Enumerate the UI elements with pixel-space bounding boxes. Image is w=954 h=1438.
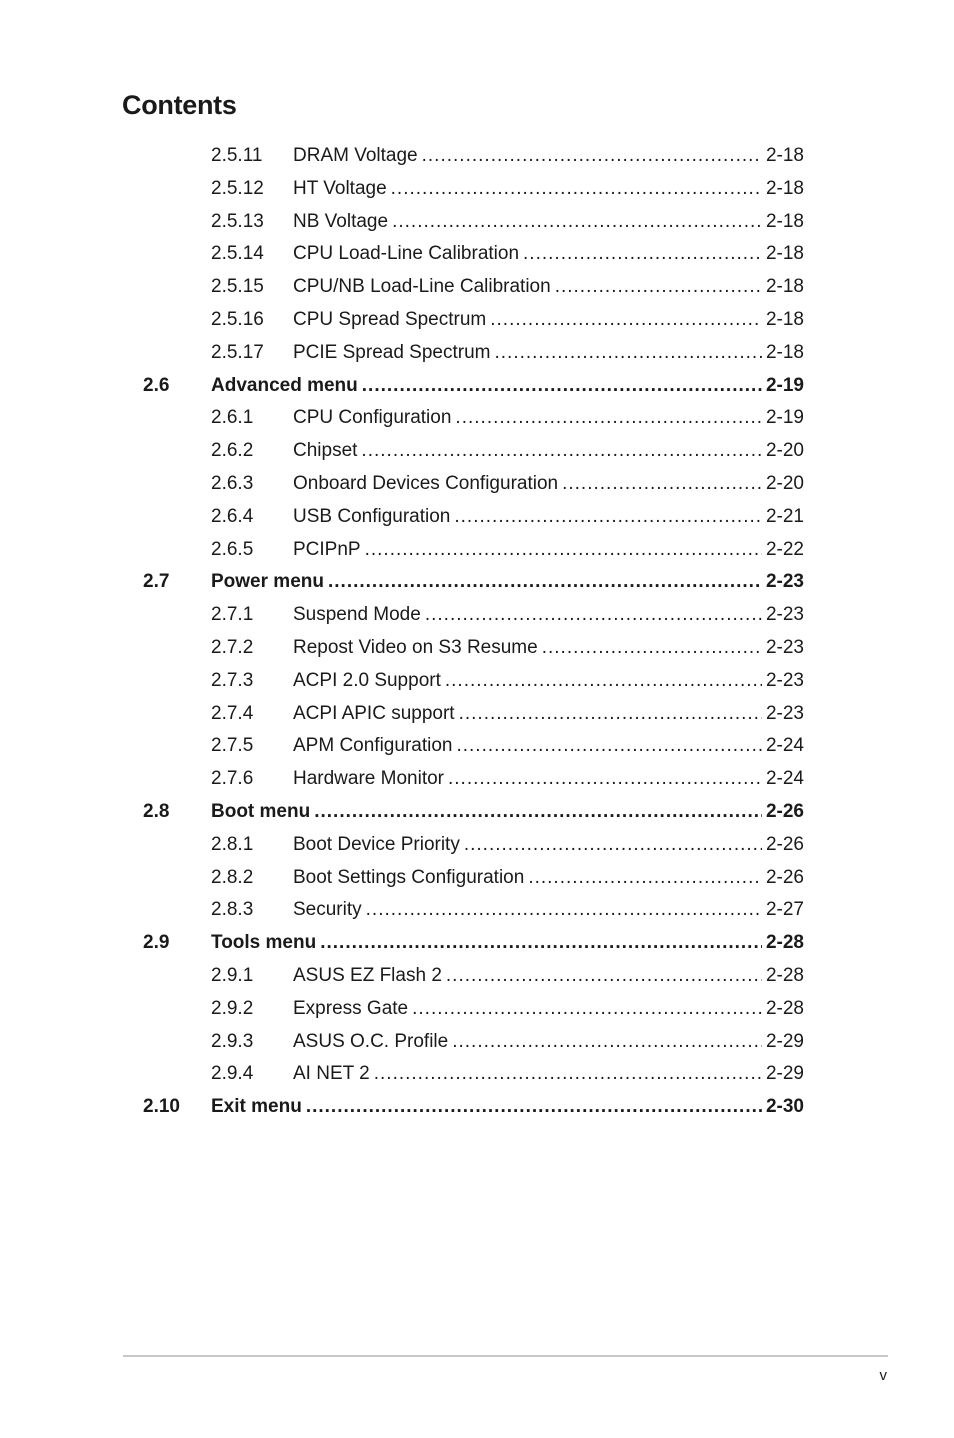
toc-entry-number: 2.9.3	[211, 1030, 254, 1052]
toc-entry-page: 2-18	[765, 145, 804, 166]
toc-subsection-entry[interactable]	[0, 665, 954, 698]
toc-entry-page: 2-20	[765, 472, 804, 494]
toc-entry-title: ASUS O.C. Profile	[293, 1030, 449, 1052]
toc-entry-number: 2.5.16	[211, 308, 264, 330]
toc-entry-number: 2.7	[143, 571, 170, 593]
toc-entry-title: DRAM Voltage	[293, 145, 418, 166]
dot-leader	[452, 1026, 762, 1059]
toc-entry-title: Hardware Monitor	[293, 768, 444, 790]
toc-entry-title: PCIPnP	[293, 538, 361, 560]
toc-entry-title: CPU/NB Load-Line Calibration	[293, 276, 551, 298]
dot-leader	[320, 927, 762, 960]
toc-entry-line	[211, 566, 804, 599]
toc-subsection-entry[interactable]	[0, 304, 954, 337]
toc-entry-title: ACPI APIC support	[293, 702, 455, 724]
dot-leader	[328, 566, 762, 599]
toc-entry-page: 2-23	[765, 636, 804, 658]
page-title: Contents	[122, 90, 237, 120]
toc-entry-line	[293, 501, 804, 534]
dot-leader	[494, 337, 761, 370]
toc-entry-line	[293, 1058, 804, 1091]
toc-entry-number: 2.5.13	[211, 210, 264, 232]
toc-entry-page: 2-26	[765, 800, 804, 822]
toc-subsection-entry[interactable]	[0, 271, 954, 304]
toc-subsection-entry[interactable]	[0, 468, 954, 501]
toc-entry-number: 2.5.17	[211, 341, 264, 363]
toc-entry-line	[293, 1026, 804, 1059]
dot-leader	[490, 304, 762, 337]
toc-subsection-entry[interactable]	[0, 402, 954, 435]
dot-leader	[392, 206, 762, 239]
toc-entry-title: Tools menu	[211, 932, 317, 954]
toc-entry-page: 2-18	[765, 177, 804, 199]
toc-subsection-entry[interactable]	[0, 534, 954, 567]
dot-leader	[306, 1091, 762, 1124]
toc-entry-page: 2-18	[765, 341, 804, 363]
toc-entry-page: 2-30	[765, 1096, 804, 1118]
toc-subsection-entry[interactable]	[0, 993, 954, 1026]
toc-entry-page: 2-29	[765, 1030, 804, 1052]
toc-entry-number: 2.5.14	[211, 243, 264, 265]
dot-leader	[314, 796, 762, 829]
dot-leader	[374, 1058, 762, 1091]
toc-subsection-entry[interactable]	[0, 763, 954, 796]
toc-entry-line	[293, 632, 804, 665]
toc-entry-title: PCIE Spread Spectrum	[293, 341, 491, 363]
dot-leader	[448, 763, 762, 796]
dot-leader	[425, 599, 762, 632]
toc-entry-line	[293, 402, 804, 435]
toc-entry-title: APM Configuration	[293, 735, 453, 757]
dot-leader	[412, 993, 762, 1026]
toc-entry-page: 2-18	[765, 308, 804, 330]
toc-entry-number: 2.7.4	[211, 702, 254, 724]
toc-entry-title: Suspend Mode	[293, 604, 421, 626]
toc-entry-line	[293, 468, 804, 501]
toc-entry-page: 2-26	[765, 866, 804, 888]
toc-entry-line	[211, 927, 804, 960]
dot-leader	[555, 271, 762, 304]
toc-entry-number: 2.9.2	[211, 997, 254, 1019]
toc-entry-title: USB Configuration	[293, 505, 451, 527]
toc-entry-line	[293, 698, 804, 731]
dot-leader	[528, 862, 762, 895]
toc-entry-page: 2-27	[765, 899, 804, 921]
toc-section-entry[interactable]	[0, 566, 954, 599]
toc-entry-number: 2.5.15	[211, 276, 264, 298]
toc-entry-number: 2.8.3	[211, 899, 254, 921]
toc-entry-line	[211, 796, 804, 829]
toc-entry-title: Chipset	[293, 440, 358, 462]
toc-entry-page: 2-28	[765, 997, 804, 1019]
toc-section-entry[interactable]	[0, 927, 954, 960]
toc-subsection-entry[interactable]	[0, 173, 954, 206]
toc-entry-title: Repost Video on S3 Resume	[293, 636, 538, 658]
toc-entry-line	[293, 173, 804, 206]
toc-section-entry[interactable]	[0, 1091, 954, 1124]
toc-entry-page: 2-28	[765, 932, 804, 954]
dot-leader	[464, 829, 762, 862]
toc-subsection-entry[interactable]	[0, 238, 954, 271]
toc-subsection-entry[interactable]	[0, 337, 954, 370]
toc-entry-number: 2.7.5	[211, 735, 254, 757]
toc-entry-number: 2.6.4	[211, 505, 254, 527]
toc-entry-title: ASUS EZ Flash 2	[293, 964, 442, 986]
toc-entry-line	[293, 304, 804, 337]
toc-entry-page: 2-24	[765, 735, 804, 757]
toc-subsection-entry[interactable]	[0, 698, 954, 731]
toc-entry-number: 2.6.3	[211, 472, 254, 494]
toc-entry-line	[293, 862, 804, 895]
dot-leader	[365, 534, 762, 567]
toc-subsection-entry[interactable]	[0, 862, 954, 895]
dot-leader	[562, 468, 762, 501]
toc-section-entry[interactable]	[0, 370, 954, 403]
toc-subsection-entry[interactable]	[0, 206, 954, 239]
toc-entry-number: 2.7.3	[211, 669, 254, 691]
table-of-contents	[0, 140, 954, 1124]
toc-entry-title: Advanced menu	[211, 374, 358, 396]
toc-entry-line	[211, 370, 804, 403]
toc-entry-title: HT Voltage	[293, 177, 387, 199]
toc-entry-line	[293, 206, 804, 239]
toc-entry-title: Boot menu	[211, 800, 311, 822]
toc-entry-number: 2.7.6	[211, 768, 254, 790]
toc-entry-page: 2-23	[765, 571, 804, 593]
toc-subsection-entry[interactable]	[0, 632, 954, 665]
toc-entry-page: 2-28	[765, 964, 804, 986]
toc-entry-title: ACPI 2.0 Support	[293, 669, 441, 691]
toc-entry-page: 2-23	[765, 702, 804, 724]
toc-entry-line	[293, 894, 804, 927]
toc-entry-page: 2-19	[765, 407, 804, 429]
toc-entry-line	[293, 140, 804, 173]
toc-entry-number: 2.8.1	[211, 833, 254, 855]
toc-entry-number: 2.7.2	[211, 636, 254, 658]
dot-leader	[456, 730, 762, 763]
toc-entry-title: CPU Load-Line Calibration	[293, 243, 520, 265]
toc-entry-page: 2-19	[765, 374, 804, 396]
toc-entry-page: 2-18	[765, 210, 804, 232]
toc-section-entry[interactable]	[0, 796, 954, 829]
toc-subsection-entry[interactable]	[0, 501, 954, 534]
toc-subsection-entry[interactable]	[0, 1026, 954, 1059]
dot-leader	[446, 960, 762, 993]
toc-entry-title: Boot Settings Configuration	[293, 866, 525, 888]
toc-subsection-entry[interactable]	[0, 1058, 954, 1091]
toc-entry-title: CPU Configuration	[293, 407, 452, 429]
toc-entry-line	[211, 1091, 804, 1124]
toc-entry-number: 2.10	[143, 1096, 180, 1118]
dot-leader	[445, 665, 762, 698]
toc-entry-line	[293, 599, 804, 632]
toc-entry-line	[293, 665, 804, 698]
dot-leader	[391, 173, 762, 206]
toc-entry-line	[293, 763, 804, 796]
toc-subsection-entry[interactable]	[0, 435, 954, 468]
toc-entry-number: 2.6.2	[211, 440, 254, 462]
toc-entry-page: 2-21	[765, 505, 804, 527]
dot-leader	[523, 238, 762, 271]
dot-leader	[455, 402, 762, 435]
toc-subsection-entry[interactable]	[0, 730, 954, 763]
dot-leader	[361, 435, 762, 468]
toc-entry-page: 2-29	[765, 1063, 804, 1085]
toc-entry-number: 2.7.1	[211, 604, 254, 626]
toc-entry-number: 2.8	[143, 800, 170, 822]
toc-entry-page: 2-23	[765, 669, 804, 691]
toc-entry-title: NB Voltage	[293, 210, 389, 232]
toc-entry-number: 2.6	[143, 374, 170, 396]
toc-entry-page: 2-24	[765, 768, 804, 790]
dot-leader	[362, 370, 762, 403]
toc-entry-title: AI NET 2	[293, 1063, 370, 1085]
toc-entry-number: 2.9.1	[211, 964, 254, 986]
toc-entry-line	[293, 730, 804, 763]
toc-entry-line	[293, 960, 804, 993]
toc-entry-title: CPU Spread Spectrum	[293, 308, 487, 330]
dot-leader	[459, 698, 762, 731]
page-number: v	[879, 1367, 887, 1384]
toc-entry-number: 2.9	[143, 932, 170, 954]
dot-leader	[542, 632, 762, 665]
toc-entry-page: 2-22	[765, 538, 804, 560]
toc-subsection-entry[interactable]	[0, 894, 954, 927]
toc-entry-title: Power menu	[211, 571, 324, 593]
toc-entry-line	[293, 993, 804, 1026]
toc-entry-title: Express Gate	[293, 997, 409, 1019]
toc-entry-number: 2.9.4	[211, 1063, 254, 1085]
toc-entry-page: 2-18	[765, 243, 804, 265]
toc-entry-page: 2-18	[765, 276, 804, 298]
toc-subsection-entry[interactable]	[0, 960, 954, 993]
toc-entry-page: 2-20	[765, 440, 804, 462]
toc-entry-line	[293, 829, 804, 862]
toc-entry-number: 2.5.11	[211, 145, 263, 166]
dot-leader	[422, 140, 762, 173]
toc-entry-line	[293, 337, 804, 370]
toc-entry-number: 2.5.12	[211, 177, 264, 199]
toc-entry-line	[293, 238, 804, 271]
dot-leader	[366, 894, 762, 927]
dot-leader	[454, 501, 762, 534]
toc-entry-page: 2-23	[765, 604, 804, 626]
toc-entry-line	[293, 271, 804, 304]
toc-entry-title: Onboard Devices Configuration	[293, 472, 559, 494]
toc-entry-number: 2.6.1	[211, 407, 254, 429]
toc-entry-title: Boot Device Priority	[293, 833, 460, 855]
toc-entry-number: 2.6.5	[211, 538, 254, 560]
toc-entry-line	[293, 435, 804, 468]
toc-entry-page: 2-26	[765, 833, 804, 855]
toc-entry-line	[293, 534, 804, 567]
toc-subsection-entry[interactable]	[0, 829, 954, 862]
footer-divider	[123, 1355, 888, 1357]
toc-subsection-entry[interactable]	[0, 140, 954, 173]
toc-subsection-entry[interactable]	[0, 599, 954, 632]
toc-entry-title: Security	[293, 899, 362, 921]
toc-entry-title: Exit menu	[211, 1096, 302, 1118]
toc-entry-number: 2.8.2	[211, 866, 254, 888]
